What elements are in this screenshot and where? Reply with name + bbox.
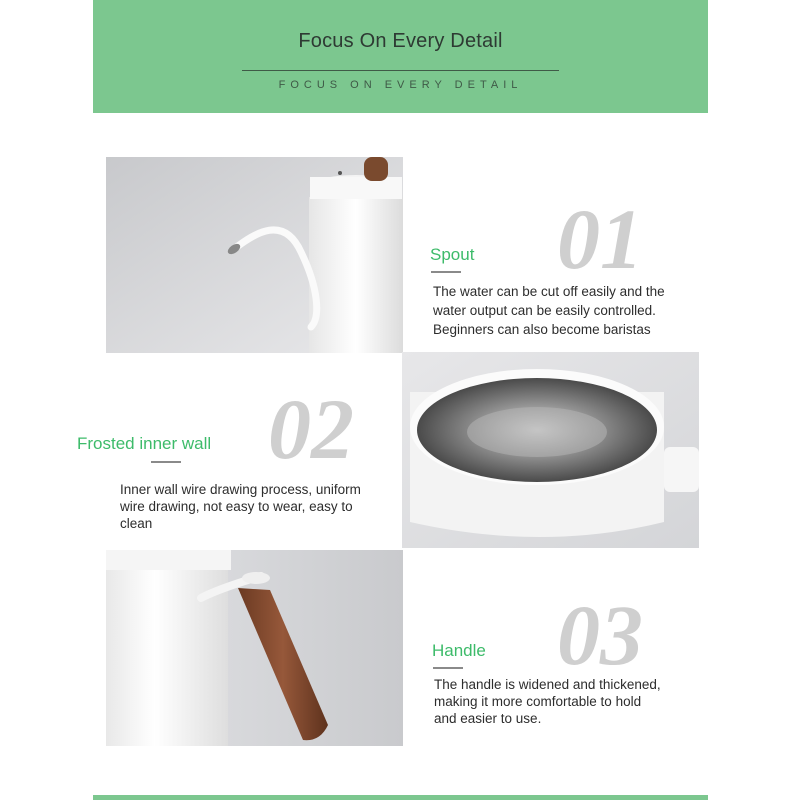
feature-description-inner-wall: Inner wall wire drawing process, uniform wire drawing, not easy to wear, easy to clean <box>120 482 361 531</box>
feature-underline <box>151 461 181 463</box>
feature-description-spout: The water can be cut off easily and the water output can be easily controlled. Beginners can also become baristas <box>433 284 665 337</box>
feature-title-spout: Spout <box>430 245 475 264</box>
feature-number-02: 02 <box>268 381 354 477</box>
feature-title-inner-wall: Frosted inner wall <box>77 434 212 453</box>
wooden-handle-photo <box>106 550 403 746</box>
kettle-spout-photo <box>106 157 403 353</box>
page-subtitle: FOCUS ON EVERY DETAIL <box>278 79 523 91</box>
feature-number-01: 01 <box>557 191 643 287</box>
feature-underline <box>433 667 463 669</box>
header-divider <box>242 70 559 71</box>
feature-description-handle: The handle is widened and thickened, making it more comfortable to hold and easier to use. <box>434 677 661 726</box>
stainless-inner-wall-photo <box>402 352 699 548</box>
page-title: Focus On Every Detail <box>298 30 503 52</box>
header-banner <box>93 0 708 113</box>
feature-underline <box>431 271 461 273</box>
feature-title-handle: Handle <box>432 641 486 660</box>
footer-banner-edge <box>93 795 708 800</box>
feature-number-03: 03 <box>557 587 643 683</box>
